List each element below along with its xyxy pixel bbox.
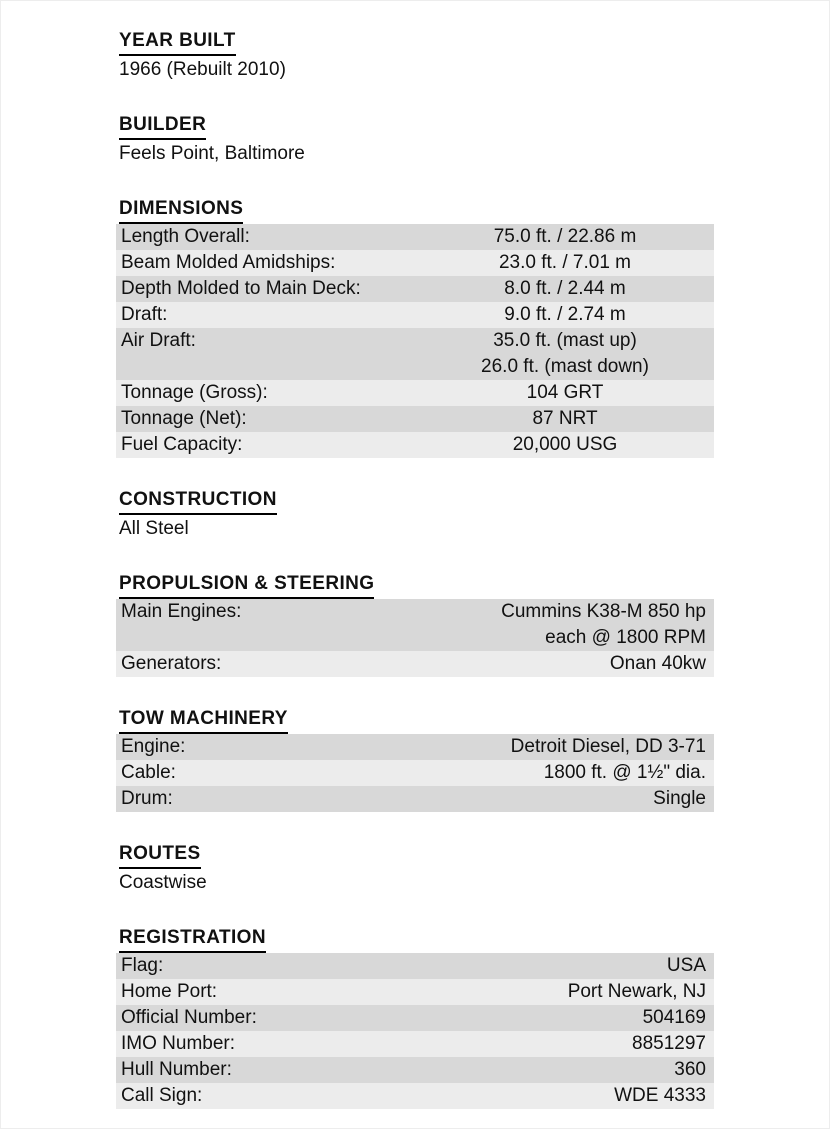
section-heading-text: DIMENSIONS	[119, 197, 243, 224]
section-heading-text: BUILDER	[119, 113, 206, 140]
spec-label: Fuel Capacity:	[121, 434, 243, 455]
row-generators	[116, 651, 714, 677]
row-air-draft	[116, 328, 714, 380]
row-tonnage-gross	[116, 380, 714, 406]
spec-label: Drum:	[121, 788, 173, 809]
routes-value: Coastwise	[119, 872, 207, 893]
section-heading-text: PROPULSION & STEERING	[119, 572, 374, 599]
section-heading-construction	[119, 488, 714, 515]
section-heading-propulsion-steering	[119, 572, 714, 599]
spec-label: Tonnage (Gross):	[121, 382, 268, 403]
construction-value: All Steel	[119, 518, 189, 539]
spec-label: Air Draft:	[121, 330, 196, 351]
spec-value-line: 26.0 ft. (mast down)	[481, 356, 649, 377]
spec-label: Length Overall:	[121, 226, 250, 247]
section-heading-text: TOW MACHINERY	[119, 707, 288, 734]
spec-label: Flag:	[121, 955, 164, 976]
section-heading-text: ROUTES	[119, 842, 201, 869]
row-imo-number	[116, 1031, 714, 1057]
tow-machinery-table	[116, 734, 714, 812]
section-heading-tow-machinery	[119, 707, 714, 734]
spec-value	[424, 328, 706, 380]
spec-value: 504169	[642, 1007, 706, 1028]
section-heading-year-built	[119, 29, 714, 56]
row-flag	[116, 953, 714, 979]
spec-label: Depth Molded to Main Deck:	[121, 278, 361, 299]
spec-value: Onan 40kw	[609, 653, 706, 674]
spec-value	[421, 599, 706, 651]
row-tow-drum	[116, 786, 714, 812]
dimensions-table	[116, 224, 714, 458]
spec-value-line: Cummins K38-M 850 hp	[501, 601, 706, 622]
row-tow-engine	[116, 734, 714, 760]
spec-value: 1800 ft. @ 1½" dia.	[543, 762, 706, 783]
row-tow-cable	[116, 760, 714, 786]
spec-label: Home Port:	[121, 981, 218, 1002]
spec-label: Hull Number:	[121, 1059, 232, 1080]
spec-label: Beam Molded Amidships:	[121, 252, 336, 273]
row-home-port	[116, 979, 714, 1005]
row-call-sign	[116, 1083, 714, 1109]
spec-label: Main Engines:	[121, 601, 242, 622]
year-built-value: 1966 (Rebuilt 2010)	[119, 59, 286, 80]
spec-value: USA	[666, 955, 706, 976]
row-length-overall	[116, 224, 714, 250]
registration-table	[116, 953, 714, 1109]
row-fuel-capacity	[116, 432, 714, 458]
section-heading-builder	[119, 113, 714, 140]
spec-value: 104 GRT	[526, 382, 604, 403]
spec-label: Cable:	[121, 762, 176, 783]
spec-value: 8851297	[632, 1033, 706, 1054]
section-heading-text: CONSTRUCTION	[119, 488, 277, 515]
section-heading-text: REGISTRATION	[119, 926, 266, 953]
spec-value: 75.0 ft. / 22.86 m	[493, 226, 637, 247]
spec-value: Single	[653, 788, 706, 809]
builder-value: Feels Point, Baltimore	[119, 143, 305, 164]
row-hull-number	[116, 1057, 714, 1083]
spec-label: Generators:	[121, 653, 222, 674]
spec-value-line: 35.0 ft. (mast up)	[493, 330, 637, 351]
spec-value: Detroit Diesel, DD 3-71	[510, 736, 706, 757]
spec-label: IMO Number:	[121, 1033, 236, 1054]
row-depth-molded	[116, 276, 714, 302]
spec-label: Call Sign:	[121, 1085, 203, 1106]
row-draft	[116, 302, 714, 328]
spec-value: WDE 4333	[614, 1085, 706, 1106]
propulsion-table	[116, 599, 714, 677]
row-main-engines	[116, 599, 714, 651]
spec-value: 20,000 USG	[512, 434, 618, 455]
spec-value: Port Newark, NJ	[567, 981, 706, 1002]
spec-value: 23.0 ft. / 7.01 m	[498, 252, 632, 273]
spec-label: Engine:	[121, 736, 186, 757]
spec-label: Official Number:	[121, 1007, 257, 1028]
section-heading-dimensions	[119, 197, 714, 224]
section-heading-routes	[119, 842, 714, 869]
spec-value: 8.0 ft. / 2.44 m	[504, 278, 626, 299]
spec-value: 360	[674, 1059, 706, 1080]
spec-label: Tonnage (Net):	[121, 408, 247, 429]
spec-value: 87 NRT	[532, 408, 598, 429]
section-heading-registration	[119, 926, 714, 953]
spec-label: Draft:	[121, 304, 168, 325]
spec-value: 9.0 ft. / 2.74 m	[504, 304, 626, 325]
row-beam-molded	[116, 250, 714, 276]
row-tonnage-net	[116, 406, 714, 432]
section-heading-text: YEAR BUILT	[119, 29, 236, 56]
spec-value-line: each @ 1800 RPM	[545, 627, 706, 648]
row-official-number	[116, 1005, 714, 1031]
